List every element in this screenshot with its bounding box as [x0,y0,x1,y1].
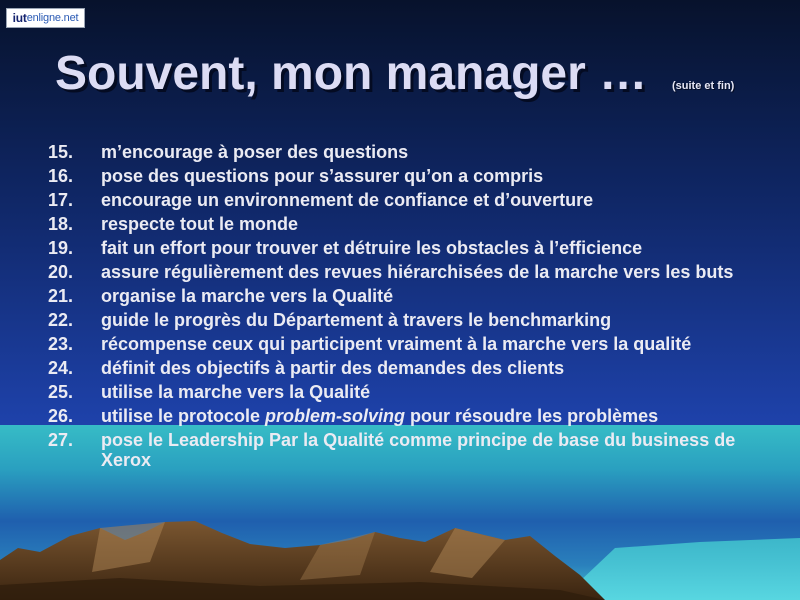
logo-text-iut: iut [12,11,27,25]
numbered-list [48,142,736,474]
site-logo [6,8,85,28]
item-number: 23. [48,334,74,354]
list-item [48,406,736,426]
item-number: 27. [48,430,74,450]
item-number: 16. [48,166,74,186]
list-item [48,142,736,162]
item-number: 20. [48,262,74,282]
item-text: m’encourage à poser des questions [101,142,409,162]
item-text: fait un effort pour trouver et détruire les obstacles à l’efficience [101,238,643,258]
item-number: 25. [48,382,74,402]
item-number: 26. [48,406,74,426]
item-text: pose le Leadership Par la Qualité comme principe de base du business de Xerox [101,430,736,470]
item-text: assure régulièrement des revues hiérarchisées de la marche vers les buts [101,262,734,282]
item-number: 21. [48,286,74,306]
item-text [101,406,736,426]
item-number: 24. [48,358,74,378]
list-item [48,190,736,210]
logo-text-domain: enligne.net [26,12,79,24]
item-text: pose des questions pour s’assurer qu’on a compris [101,166,544,186]
item-text: encourage un environnement de confiance et d’ouverture [101,190,594,210]
item-text: récompense ceux qui participent vraiment à la marche vers la qualité [101,334,692,354]
list-item [48,358,736,378]
list-item [48,334,736,354]
list-item [48,310,736,330]
item-text: utilise la marche vers la Qualité [101,382,371,402]
item-text: guide le progrès du Département à travers le benchmarking [101,310,612,330]
item-number: 17. [48,190,74,210]
page-title: Souvent, mon manager … [55,47,648,100]
item-text-italic: problem-solving [265,406,406,426]
item-text: organise la marche vers la Qualité [101,286,394,306]
list-item [48,166,736,186]
list-item [48,214,736,234]
list-item [48,238,736,258]
item-number: 15. [48,142,74,162]
list-item [48,382,736,402]
item-number: 19. [48,238,74,258]
title-suffix: (suite et fin) [672,80,735,92]
list-item [48,430,736,470]
list-item [48,262,736,282]
item-text-before: utilise le protocole [101,406,266,426]
item-text-after: pour résoudre les problèmes [405,406,659,426]
item-number: 22. [48,310,74,330]
item-text: respecte tout le monde [101,214,299,234]
list-item [48,286,736,306]
item-number: 18. [48,214,74,234]
item-text: définit des objectifs à partir des demandes des clients [101,358,565,378]
